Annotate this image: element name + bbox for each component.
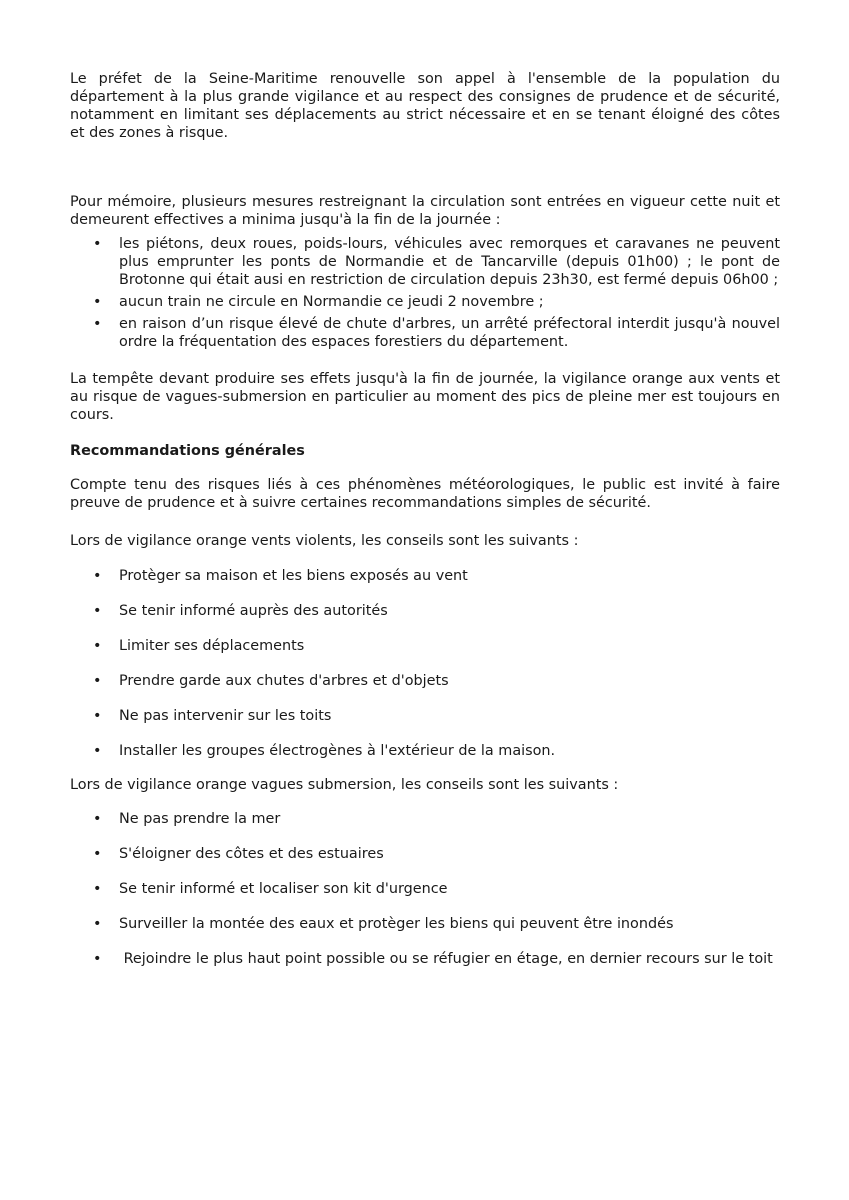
- list-item-text: en raison d’un risque élevé de chute d'arbres, un arrêté préfectoral interdit jusqu'à nouvel ordre la fréquentation des espaces forestiers du département.: [119, 316, 780, 350]
- recommendations-heading: Recommandations générales: [70, 443, 305, 459]
- winds-intro: Lors de vigilance orange vents violents, les conseils sont les suivants :: [70, 533, 579, 549]
- list-item: [70, 602, 780, 620]
- list-item: [70, 707, 780, 725]
- memo-paragraph: Pour mémoire, plusieurs mesures restreignant la circulation sont entrées en vigueur cette nuit et demeurent effectives a minima jusqu'à la fin de la journée :: [70, 194, 780, 228]
- winds-list: [70, 567, 780, 777]
- bullet-icon: •: [93, 638, 102, 654]
- bullet-icon: •: [93, 568, 102, 584]
- bullet-icon: •: [93, 881, 102, 897]
- list-item-text: Rejoindre le plus haut point possible ou se réfugier en étage, en dernier recours sur le toit: [119, 951, 773, 967]
- list-item: [70, 637, 780, 655]
- storm-paragraph: La tempête devant produire ses effets jusqu'à la fin de journée, la vigilance orange aux vents et au risque de vagues-submersion en particulier au moment des pics de pleine mer est toujours en cours.: [70, 371, 780, 423]
- bullet-icon: •: [93, 316, 102, 332]
- list-item: [70, 880, 780, 898]
- list-item: [70, 810, 780, 828]
- list-item-text: Se tenir informé auprès des autorités: [119, 603, 388, 619]
- bullet-icon: •: [93, 916, 102, 932]
- list-item-text: Limiter ses déplacements: [119, 638, 305, 654]
- bullet-icon: •: [93, 294, 102, 310]
- list-item-text: Installer les groupes électrogènes à l'extérieur de la maison.: [119, 743, 556, 759]
- list-item: [70, 293, 780, 311]
- bullet-icon: •: [93, 708, 102, 724]
- list-item-text: Ne pas intervenir sur les toits: [119, 708, 332, 724]
- waves-list: [70, 810, 780, 985]
- list-item-text: Se tenir informé et localiser son kit d'urgence: [119, 881, 448, 897]
- bullet-icon: •: [93, 673, 102, 689]
- list-item-text: les piétons, deux roues, poids-lours, véhicules avec remorques et caravanes ne peuvent plus emprunter les ponts de Normandie et de Tancarville (depuis 01h00) ; le pont de Brotonne qui était ausi en restriction de circulation depuis 23h30, est fermé depuis 06h00 ;: [119, 236, 780, 288]
- bullet-icon: •: [93, 811, 102, 827]
- bullet-icon: •: [93, 743, 102, 759]
- list-item: [70, 672, 780, 690]
- bullet-icon: •: [93, 846, 102, 862]
- list-item-text: S'éloigner des côtes et des estuaires: [119, 846, 384, 862]
- list-item-text: Ne pas prendre la mer: [119, 811, 281, 827]
- bullet-icon: •: [93, 236, 102, 252]
- list-item-text: aucun train ne circule en Normandie ce jeudi 2 novembre ;: [119, 294, 544, 310]
- intro-paragraph: Le préfet de la Seine-Maritime renouvelle son appel à l'ensemble de la population du département à la plus grande vigilance et au respect des consignes de prudence et de sécurité, notamment en limitant ses déplacements au strict nécessaire et en se tenant éloigné des côtes et des zones à risque.: [70, 71, 780, 141]
- list-item: [70, 845, 780, 863]
- list-item: [70, 235, 780, 289]
- list-item-text: Protèger sa maison et les biens exposés au vent: [119, 568, 468, 584]
- list-item: [70, 915, 780, 933]
- bullet-icon: •: [93, 951, 102, 967]
- list-item: [70, 567, 780, 585]
- list-item: [70, 742, 780, 760]
- memo-list: [70, 235, 780, 355]
- list-item-text: Surveiller la montée des eaux et protèger les biens qui peuvent être inondés: [119, 916, 674, 932]
- bullet-icon: •: [93, 603, 102, 619]
- list-item-text: Prendre garde aux chutes d'arbres et d'objets: [119, 673, 449, 689]
- waves-intro: Lors de vigilance orange vagues submersion, les conseils sont les suivants :: [70, 777, 619, 793]
- list-item: [70, 950, 780, 968]
- list-item: [70, 315, 780, 351]
- recommendations-intro: Compte tenu des risques liés à ces phénomènes météorologiques, le public est invité à faire preuve de prudence et à suivre certaines recommandations simples de sécurité.: [70, 477, 780, 511]
